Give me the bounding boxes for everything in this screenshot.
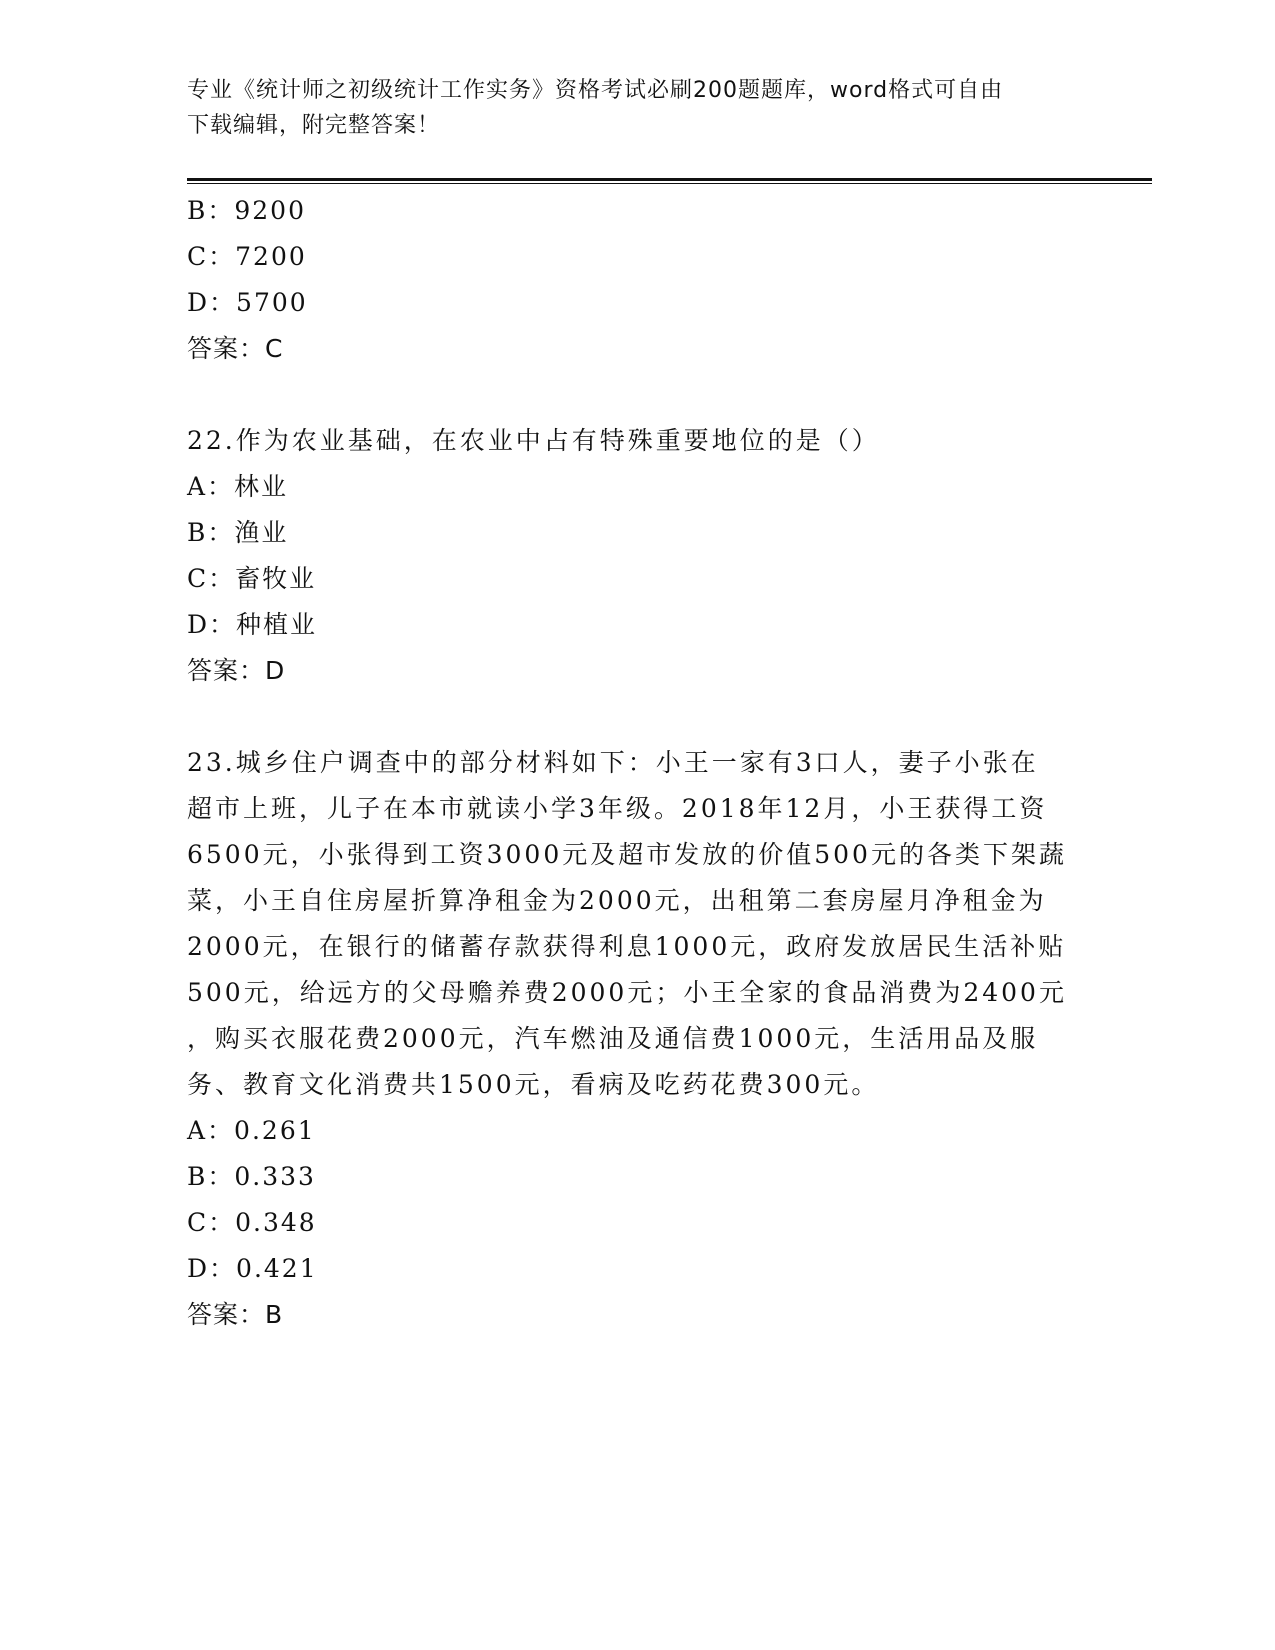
header-rule-thick (187, 178, 1152, 181)
option-a: A：0.261 (187, 1116, 316, 1145)
question-23-block (187, 740, 1087, 1338)
option-a: A：林业 (187, 472, 289, 501)
option-b: B：0.333 (187, 1162, 316, 1191)
question-22-block (187, 418, 1087, 694)
answer-line: 答案：C (187, 334, 284, 363)
question-text-line: 超市上班，儿子在本市就读小学3年级。2018年12月，小王获得工资 (187, 794, 1048, 823)
option-b: B：9200 (187, 196, 306, 225)
question-text-line: 2000元，在银行的储蓄存款获得利息1000元，政府发放居民生活补贴 (187, 932, 1067, 961)
option-d: D：种植业 (187, 610, 318, 639)
header-line-2: 下载编辑，附完整答案！ (187, 113, 441, 138)
option-b: B：渔业 (187, 518, 289, 547)
question-text-line: 菜，小王自住房屋折算净租金为2000元，出租第二套房屋月净租金为 (187, 886, 1047, 915)
spacer (187, 372, 1087, 418)
spacer (187, 694, 1087, 740)
question-text-line: 6500元，小张得到工资3000元及超市发放的价值500元的各类下架蔬 (187, 840, 1067, 869)
question-21-block (187, 188, 1087, 372)
option-c: C：0.348 (187, 1208, 317, 1237)
document-header (187, 73, 1077, 143)
question-text-line: ，购买衣服花费2000元，汽车燃油及通信费1000元，生活用品及服 (187, 1024, 1039, 1053)
question-text: 22.作为农业基础，在农业中占有特殊重要地位的是（） (187, 426, 880, 455)
header-line-1: 专业《统计师之初级统计工作实务》资格考试必刷200题题库，word格式可自由 (187, 78, 1004, 103)
answer-line: 答案：D (187, 656, 286, 685)
question-text-line: 23.城乡住户调查中的部分材料如下：小王一家有3口人，妻子小张在 (187, 748, 1039, 777)
option-c: C：7200 (187, 242, 307, 271)
question-text-line: 务、教育文化消费共1500元，看病及吃药花费300元。 (187, 1070, 880, 1099)
option-d: D：0.421 (187, 1254, 318, 1283)
question-text-line: 500元，给远方的父母赡养费2000元；小王全家的食品消费为2400元 (187, 978, 1067, 1007)
document-body (187, 188, 1087, 1338)
header-rule-thin (187, 183, 1152, 184)
option-d: D：5700 (187, 288, 308, 317)
option-c: C：畜牧业 (187, 564, 317, 593)
answer-line: 答案：B (187, 1300, 284, 1329)
